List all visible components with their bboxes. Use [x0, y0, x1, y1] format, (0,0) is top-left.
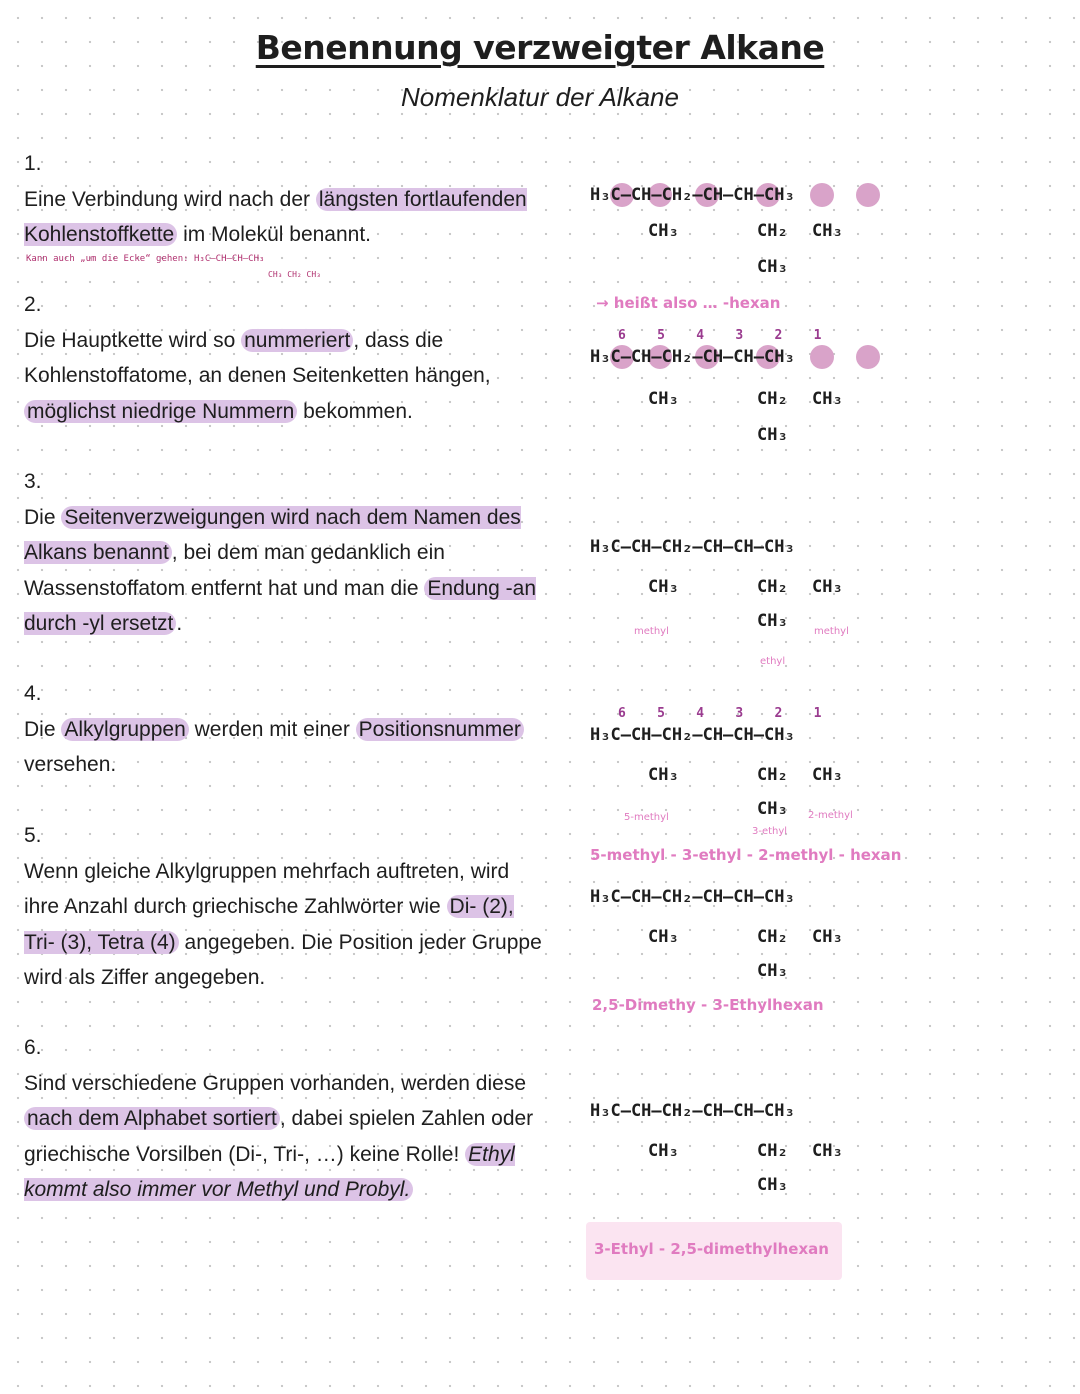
structural-formula: H₃C–CH–CH₂–CH–CH–CH₃ — [590, 185, 795, 205]
name-final: 3-Ethyl - 2,5-dimethylhexan — [594, 1240, 829, 1258]
rule-text: versehen. — [24, 753, 117, 776]
rule-text: , dabei spielen Zahlen oder griechische Vorsilben (Di-, Tri-, …) keine Rolle! — [24, 1107, 534, 1166]
margin-note-sub: CH₃ CH₂ CH₃ — [268, 270, 321, 279]
highlighted-text: möglichst niedrige Nummern — [24, 400, 297, 423]
highlighted-text: Alkylgruppen — [61, 718, 188, 741]
position-numbers: 6 5 4 3 2 1 — [618, 706, 822, 721]
structural-formula: H₃C–CH–CH₂–CH–CH–CH₃ — [590, 887, 795, 907]
highlighted-text: nach dem Alphabet sortiert — [24, 1107, 280, 1130]
rule-number: 6. — [24, 1036, 42, 1059]
branch-methyl: CH₃ — [648, 927, 679, 947]
branch-methyl: CH₃ — [812, 389, 843, 409]
page-subtitle: Nomenklatur der Alkane — [401, 82, 679, 112]
rule-number: 4. — [24, 682, 42, 705]
branch-ethyl: CH₂ — [757, 221, 788, 241]
margin-note: Kann auch „um die Ecke“ gehen: H₃C–CH–CH–CH₃ — [26, 254, 265, 264]
branch-ethyl-end: CH₃ — [757, 961, 788, 981]
rule-2 — [24, 287, 544, 429]
label-ethyl: ethyl — [760, 656, 786, 667]
rule-text: werden mit einer — [188, 717, 356, 741]
structural-formula: H₃C–CH–CH₂–CH–CH–CH₃ — [590, 1101, 795, 1121]
branch-methyl: CH₃ — [812, 221, 843, 241]
rule-number: 3. — [24, 470, 42, 493]
highlighted-text: längsten fortlaufenden Kohlenstoffkette — [24, 187, 527, 246]
highlighted-text: Di- (2), Tri- (3), Tetra (4) — [24, 895, 514, 954]
rule-number: 1. — [24, 152, 42, 175]
label-5-methyl: 5-methyl — [624, 812, 669, 823]
rule-text: Die — [24, 717, 62, 741]
rule-text: angegeben. Die Position jeder Gruppe wird als Ziffer angegeben. — [24, 930, 542, 989]
highlighted-text: nummeriert — [241, 329, 353, 352]
structural-formula: H₃C–CH–CH₂–CH–CH–CH₃ — [590, 537, 795, 557]
branch-ethyl: CH₂ — [757, 577, 788, 597]
rule-text: Sind verschiedene Gruppen vorhanden, werden diese — [24, 1071, 527, 1095]
branch-ethyl-end: CH₃ — [757, 799, 788, 819]
branch-ethyl-end: CH₃ — [757, 425, 788, 445]
branch-methyl: CH₃ — [648, 1141, 679, 1161]
branch-ethyl: CH₂ — [757, 765, 788, 785]
rule-number: 5. — [24, 824, 42, 847]
rule-5 — [24, 818, 544, 996]
carbon-circle — [856, 345, 880, 369]
rule-text: im Molekül benannt. — [177, 223, 372, 246]
structural-formula: H₃C–CH–CH₂–CH–CH–CH₃ — [590, 725, 795, 745]
branch-methyl: CH₃ — [648, 765, 679, 785]
structural-formula: H₃C–CH–CH₂–CH–CH–CH₃ — [590, 347, 795, 367]
branch-methyl: CH₃ — [812, 1141, 843, 1161]
rule-text: Wenn gleiche Alkylgruppen mehrfach auftreten, wird ihre Anzahl durch griechische Zahlwörter wie — [24, 859, 510, 918]
branch-methyl: CH₃ — [648, 389, 679, 409]
rule-text: Eine Verbindung wird nach der — [24, 187, 316, 211]
highlighted-text: Endung -an durch -yl ersetzt — [24, 576, 536, 635]
rule-6 — [24, 1030, 544, 1208]
label-methyl: methyl — [814, 626, 849, 637]
branch-ethyl: CH₂ — [757, 927, 788, 947]
branch-methyl: CH₃ — [812, 765, 843, 785]
branch-ethyl: CH₂ — [757, 389, 788, 409]
label-3-ethyl: 3-ethyl — [752, 826, 788, 837]
rule-3 — [24, 464, 544, 642]
rule-text: , dass die Kohlenstoffatome, an denen Seitenketten hängen, — [24, 328, 491, 387]
rule-text: , bei dem man gedanklich ein Wassenstoffatom entfernt hat und man die — [24, 541, 445, 600]
label-2-methyl: 2-methyl — [808, 810, 853, 821]
position-numbers: 6 5 4 3 2 1 — [618, 328, 822, 343]
branch-methyl: CH₃ — [812, 927, 843, 947]
rule-text: Die Hauptkette wird so — [24, 328, 242, 352]
rule-1 — [24, 146, 544, 253]
rule-4 — [24, 676, 544, 783]
label-methyl: methyl — [634, 626, 669, 637]
carbon-circle — [856, 183, 880, 207]
rule-text: bekommen. — [297, 399, 413, 423]
highlighted-text: Positionsnummer — [356, 718, 524, 741]
branch-methyl: CH₃ — [648, 221, 679, 241]
name-dimethyl: 2,5-Dimethy - 3-Ethylhexan — [592, 996, 824, 1014]
branch-methyl: CH₃ — [812, 577, 843, 597]
rule-text: Die — [24, 505, 62, 529]
branch-ethyl: CH₂ — [757, 1141, 788, 1161]
branch-methyl: CH₃ — [648, 577, 679, 597]
branch-ethyl-end: CH₃ — [757, 1175, 788, 1195]
page-title: Benennung verzweigter Alkane — [255, 28, 825, 67]
highlighted-text: Ethyl kommt also immer vor Methyl und Probyl. — [24, 1142, 515, 1201]
rule-number: 2. — [24, 293, 42, 316]
carbon-circle — [810, 345, 834, 369]
branch-ethyl-end: CH₃ — [757, 257, 788, 277]
rule-text: . — [176, 612, 183, 635]
annotation-hexan: → heißt also … -hexan — [596, 294, 781, 312]
highlighted-text: Seitenverzweigungen wird nach dem Namen des Alkans benannt — [24, 505, 521, 564]
carbon-circle — [810, 183, 834, 207]
branch-ethyl-end: CH₃ — [757, 611, 788, 631]
name-by-position: 5-methyl - 3-ethyl - 2-methyl - hexan — [590, 846, 902, 864]
